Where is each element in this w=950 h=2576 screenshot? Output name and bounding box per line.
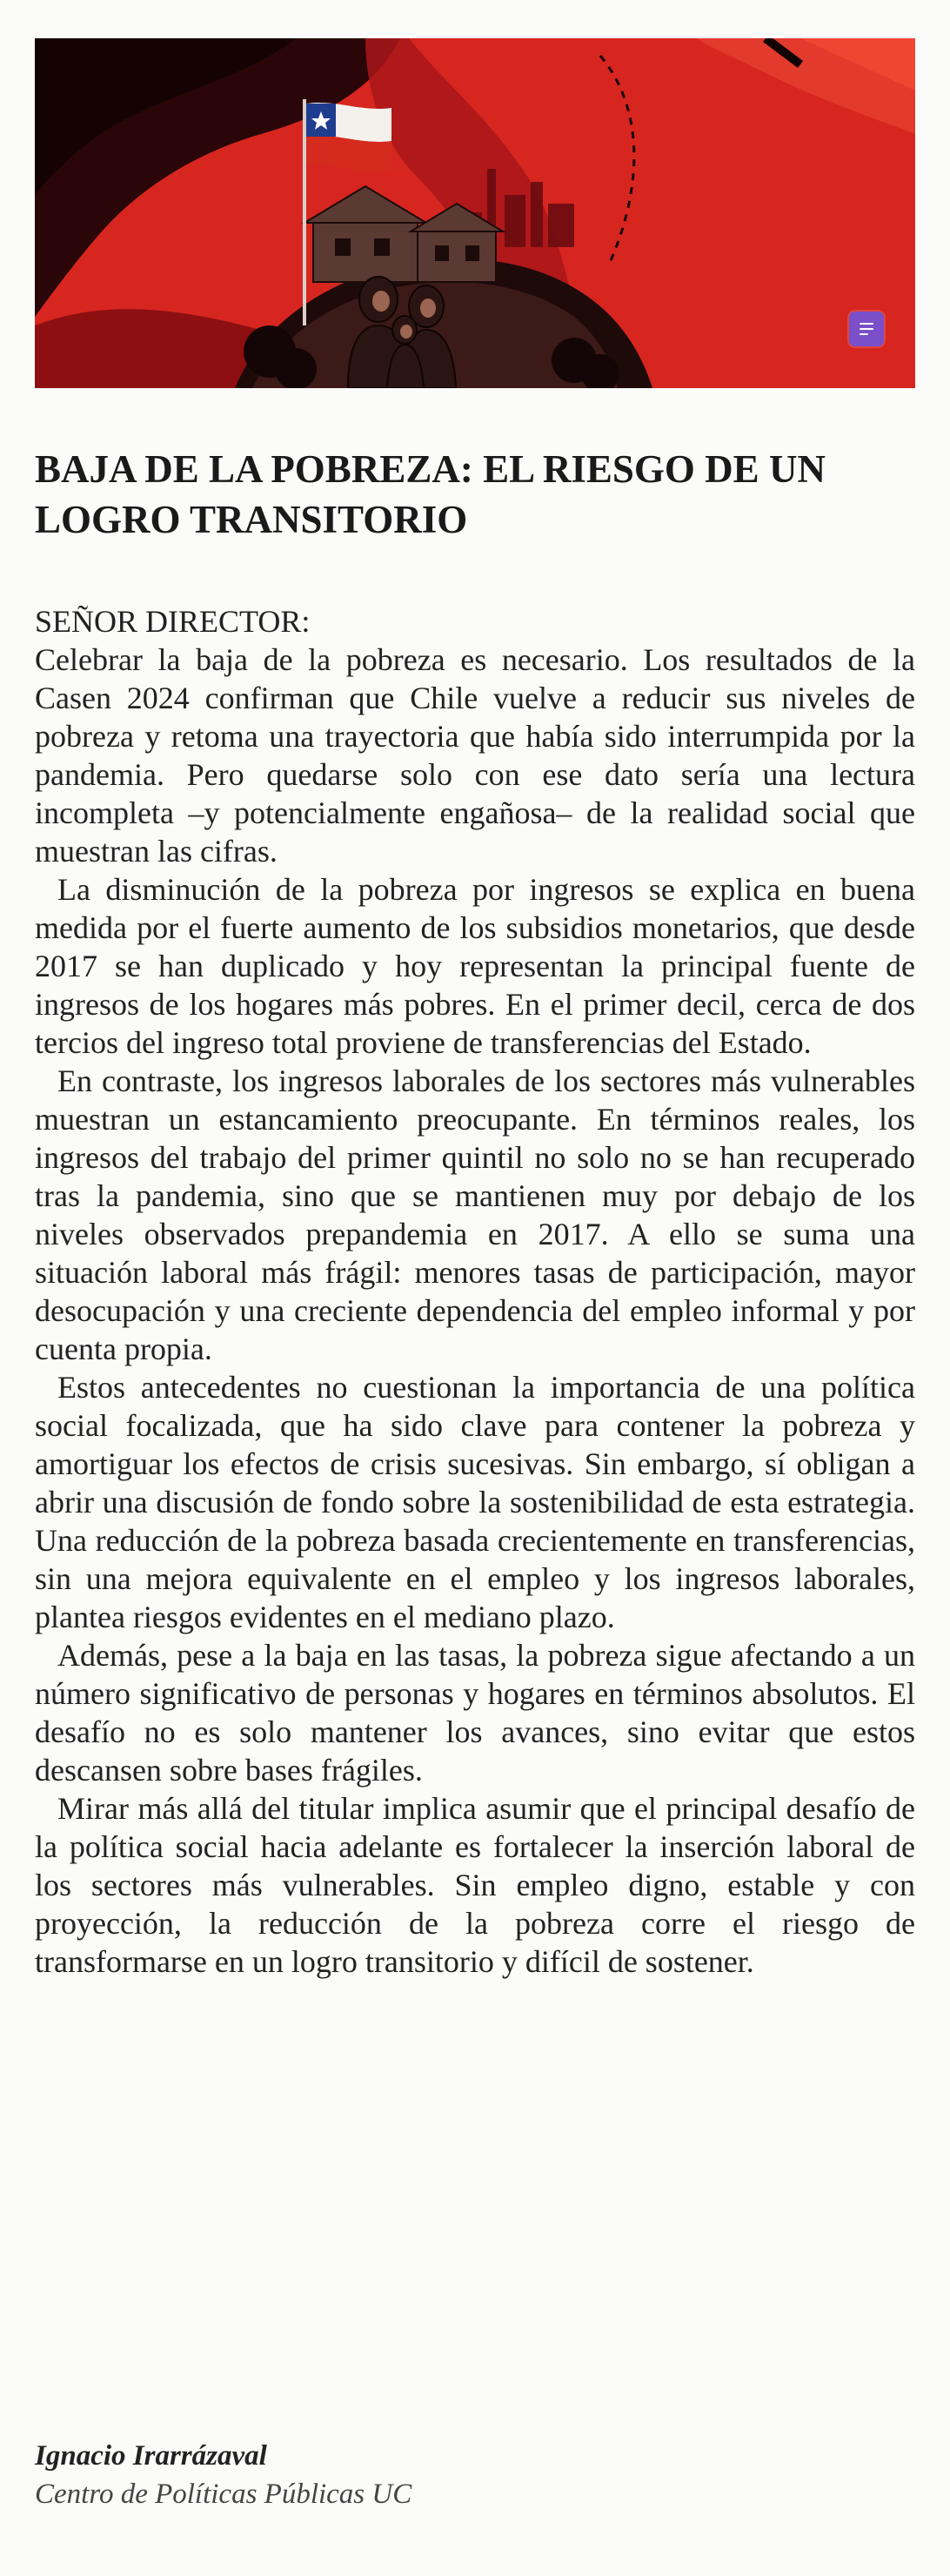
article-body — [35, 602, 915, 1981]
paragraph-2: La disminución de la pobreza por ingresos se explica en buena medida por el fuerte aumento de los subsidios monetarios, que desde 2017 se han duplicado y hoy representan la principal fuente de ingresos de los hogares más pobres. En el primer decil, cerca de dos tercios del ingreso total proviene de transferencias del Estado. — [35, 872, 915, 1060]
salutation: SEÑOR DIRECTOR: — [35, 604, 311, 639]
signature-block — [35, 2437, 411, 2513]
illustration-graphic — [35, 38, 915, 388]
paragraph-3: En contraste, los ingresos laborales de los sectores más vulnerables muestran un estancamiento preocupante. En términos reales, los ingresos del trabajo del primer quintil no solo no se han recuperado tras la pandemia, sino que se mantienen muy por debajo de los niveles observados prepandemia en 2017. A ello se suma una situación laboral más frágil: menores tasas de participación, mayor desocupación y una creciente dependencia del empleo informal y por cuenta propia. — [35, 1063, 915, 1366]
paragraph-4: Estos antecedentes no cuestionan la importancia de una política social focalizada, que ha sido clave para contener la pobreza y amortiguar los efectos de crisis sucesivas. Sin embargo, sí obligan a abrir una discusión de fondo sobre la sostenibilidad de esta estrategia. Una reducción de la pobreza basada crecientemente en transferencias, sin una mejora equivalente en el empleo y los ingresos laborales, plantea riesgos evidentes en el mediano plazo. — [35, 1370, 915, 1634]
note-lines-icon — [860, 323, 873, 335]
paragraph-5: Además, pese a la baja en las tasas, la pobreza sigue afectando a un número significativo de personas y hogares en términos absolutos. El desafío no es solo mantener los avances, sino evitar que estos descansen sobre bases frágiles. — [35, 1638, 915, 1788]
article-headline: BAJA DE LA POBREZA: EL RIESGO DE UN LOGRO TRANSITORIO — [35, 447, 826, 541]
note-button[interactable] — [849, 312, 884, 346]
paragraph-6: Mirar más allá del titular implica asumir que el principal desafío de la política social hacia adelante es fortalecer la inserción laboral de los sectores más vulnerables. Sin empleo digno, estable y con proyección, la reducción de la pobreza corre el riesgo de transformarse en un logro transitorio y difícil de sostener. — [35, 1791, 915, 1979]
paragraph-1: Celebrar la baja de la pobreza es necesario. Los resultados de la Casen 2024 confirman que Chile vuelve a reducir sus niveles de pobreza y retoma una trayectoria que había sido interrumpida por la pandemia. Pero quedarse solo con ese dato sería una lectura incompleta –y potencialmente engañosa– de la realidad social que muestran las cifras. — [35, 642, 915, 869]
header-illustration — [35, 38, 915, 388]
author-affiliation: Centro de Políticas Públicas UC — [35, 2479, 412, 2510]
author-name: Ignacio Irarrázaval — [35, 2440, 267, 2472]
